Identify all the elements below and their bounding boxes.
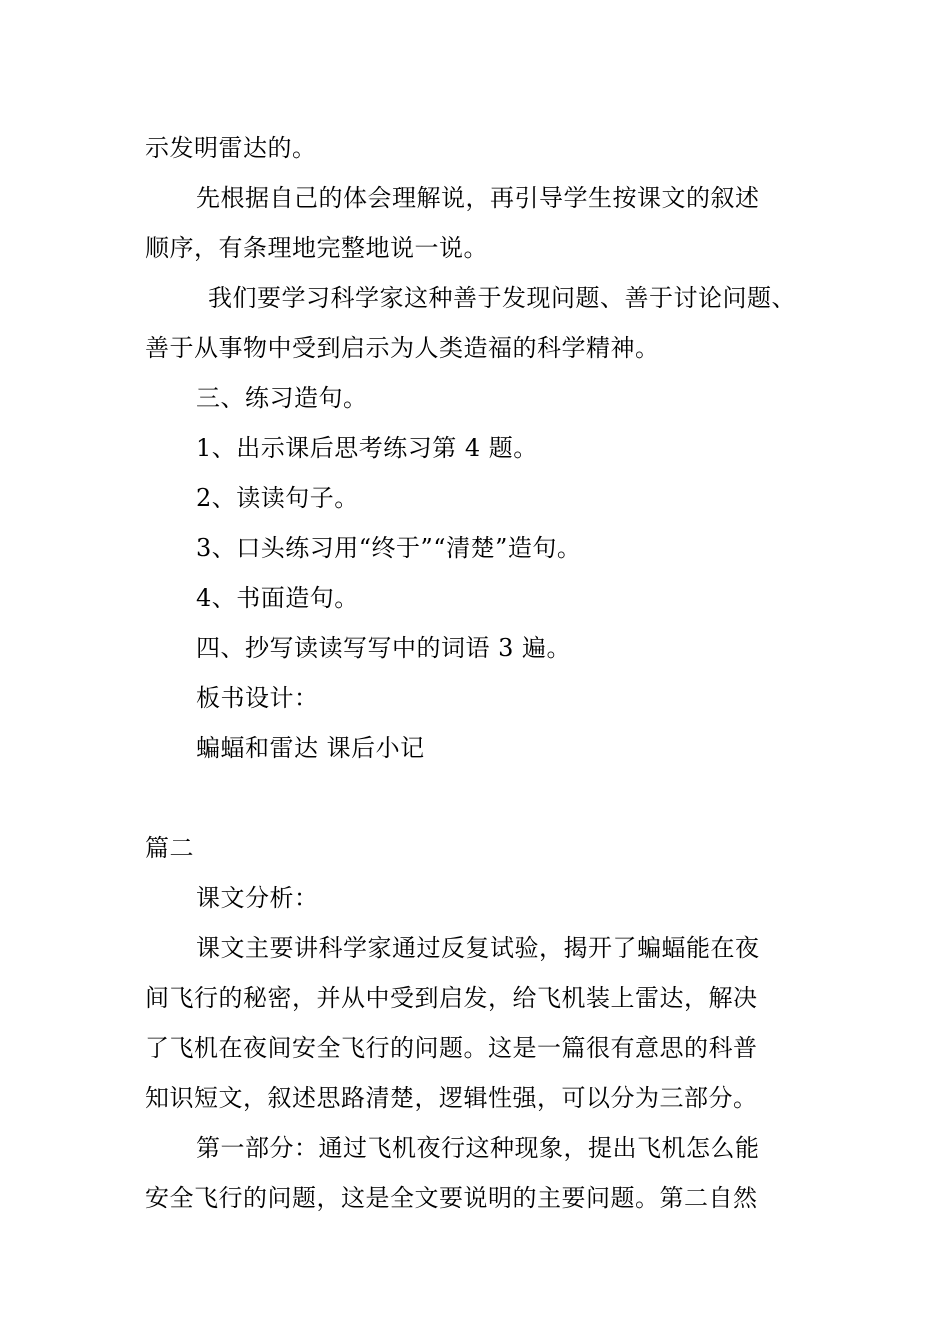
list-item: 4、书面造句。: [196, 584, 359, 612]
paragraph-line: 第一部分：通过飞机夜行这种现象，提出飞机怎么能: [196, 1134, 760, 1162]
subheading: 课文分析：: [196, 884, 319, 912]
board-design-label: 板书设计：: [196, 684, 319, 712]
list-item: 2、读读句子。: [196, 484, 359, 512]
list-item: 1、出示课后思考练习第 4 题。: [196, 434, 538, 462]
paragraph-line: 知识短文，叙述思路清楚，逻辑性强，可以分为三部分。: [145, 1084, 758, 1112]
text-line: 示发明雷达的。: [145, 134, 317, 162]
section-heading: 三、练习造句。: [196, 384, 368, 412]
paragraph-line: 了飞机在夜间安全飞行的问题。这是一篇很有意思的科普: [145, 1034, 758, 1062]
paragraph-line: 安全飞行的问题，这是全文要说明的主要问题。第二自然: [145, 1184, 758, 1212]
list-item: 3、口头练习用“终于”“清楚”造句。: [196, 534, 582, 562]
part-heading: 篇二: [145, 834, 194, 862]
paragraph-line: 善于从事物中受到启示为人类造福的科学精神。: [145, 334, 660, 362]
paragraph-line: 我们要学习科学家这种善于发现问题、善于讨论问题、: [208, 284, 796, 312]
paragraph-line: 顺序，有条理地完整地说一说。: [145, 234, 488, 262]
paragraph-line: 课文主要讲科学家通过反复试验，揭开了蝙蝠能在夜: [196, 934, 760, 962]
section-heading: 四、抄写读读写写中的词语 3 遍。: [196, 634, 572, 662]
board-design-content: 蝙蝠和雷达 课后小记: [196, 734, 425, 762]
paragraph-line: 间飞行的秘密，并从中受到启发，给飞机装上雷达，解决: [145, 984, 758, 1012]
paragraph-line: 先根据自己的体会理解说，再引导学生按课文的叙述: [196, 184, 760, 212]
